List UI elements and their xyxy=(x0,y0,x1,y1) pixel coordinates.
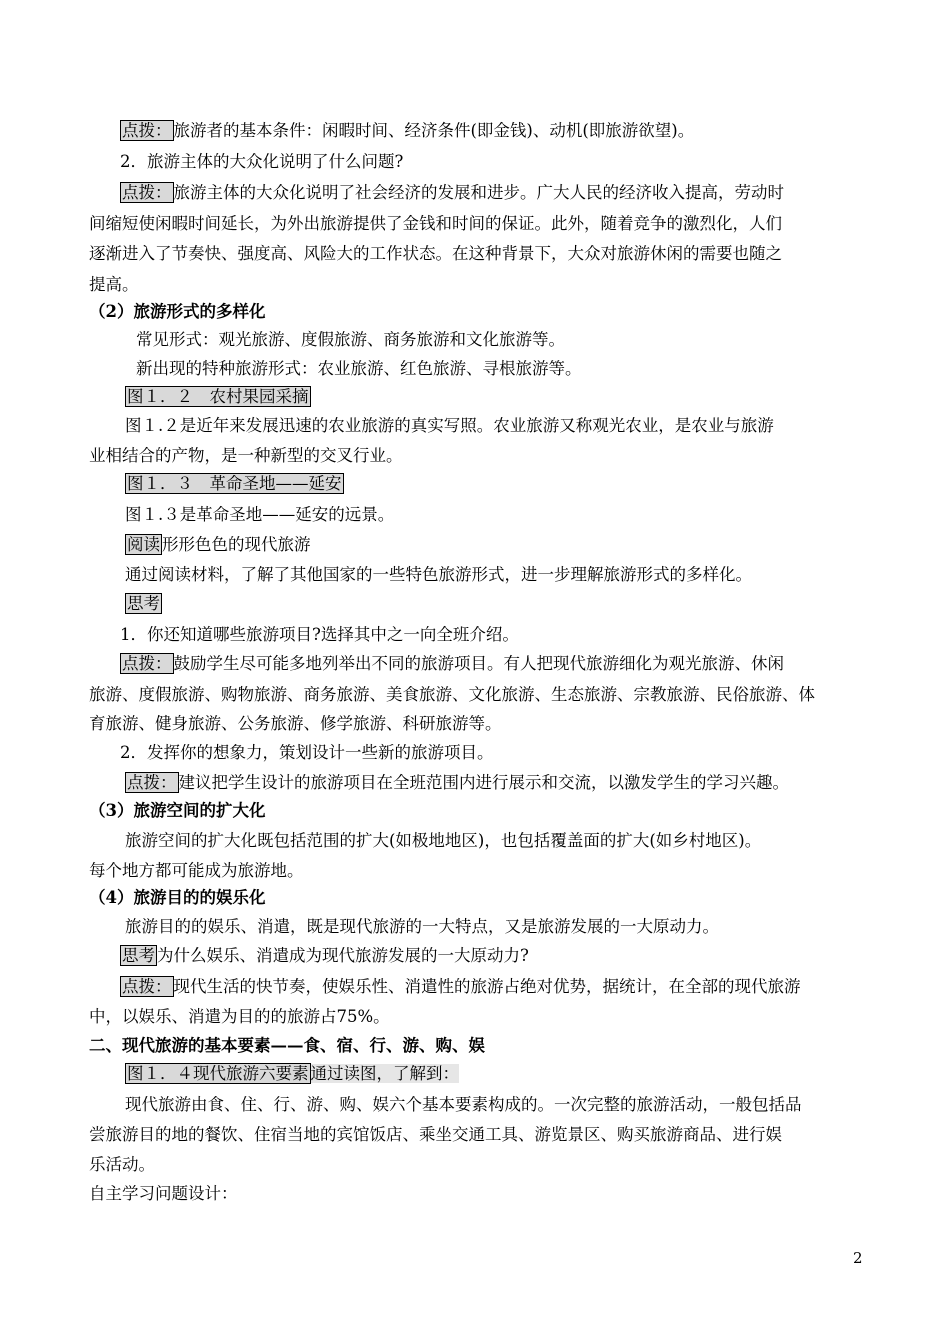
figure-1-4-caption: 图１．４现代旅游六要素 xyxy=(127,1064,309,1083)
new-forms: 新出现的特种旅游形式：农业旅游、红色旅游、寻根旅游等。 xyxy=(136,359,582,378)
think-question-1: 1．你还知道哪些旅游项目?选择其中之一向全班介绍。 xyxy=(120,625,519,644)
hint-tag: 点拨： xyxy=(122,977,172,996)
hint-paragraph-3-line-3: 育旅游、健身旅游、公务旅游、修学旅游、科研旅游等。 xyxy=(89,714,502,733)
section-2-heading: 二、现代旅游的基本要素——食、宿、行、游、购、娱 xyxy=(89,1036,485,1055)
purpose-text: 旅游目的的娱乐、消遣，既是现代旅游的一大特点，又是旅游发展的一大原动力。 xyxy=(125,917,719,936)
think-tag-line xyxy=(125,594,162,614)
think-tag: 思考 xyxy=(122,946,155,965)
hint-paragraph-2-line-2: 间缩短使闲暇时间延长，为外出旅游提供了金钱和时间的保证。此外，随着竞争的激烈化，人们 xyxy=(89,214,782,233)
think-question-2: 2．发挥你的想象力，策划设计一些新的旅游项目。 xyxy=(120,743,494,762)
hint-paragraph-3-line-2: 旅游、度假旅游、购物旅游、商务旅游、美食旅游、文化旅游、生态旅游、宗教旅游、民俗旅游、体 xyxy=(89,685,815,704)
hint-tag: 点拨： xyxy=(127,773,177,792)
figure-1-4-line: 图１．４现代旅游六要素 通过读图，了解到： xyxy=(127,1064,459,1083)
hint-paragraph-1: 点拨： 旅游者的基本条件：闲暇时间、经济条件(即金钱)、动机(即旅游欲望)。 xyxy=(122,121,695,140)
hint-paragraph-3-line-1: 点拨： 鼓励学生尽可能多地列举出不同的旅游项目。有人把现代旅游细化为观光旅游、休闲 xyxy=(122,654,784,673)
figure-1-2-caption: 图１．２ 农村果园采摘 xyxy=(127,387,309,406)
think-tag: 思考 xyxy=(127,594,160,613)
hint-tag: 点拨： xyxy=(122,183,172,202)
common-forms: 常见形式：观光旅游、度假旅游、商务旅游和文化旅游等。 xyxy=(136,330,565,349)
question-2: 2．旅游主体的大众化说明了什么问题? xyxy=(120,152,404,171)
hint-paragraph-2-line-1: 点拨： 旅游主体的大众化说明了社会经济的发展和进步。广大人民的经济收入提高，劳动时 xyxy=(122,183,784,202)
hint-tag: 点拨： xyxy=(122,121,172,140)
self-study-heading: 自主学习问题设计： xyxy=(89,1184,238,1203)
reading-line: 阅读 形形色色的现代旅游 xyxy=(127,535,311,554)
six-elements-line-3: 乐活动。 xyxy=(89,1155,155,1174)
hint-paragraph-2-line-3: 逐渐进入了节奏快、强度高、风险大的工作状态。在这种背景下，大众对旅游休闲的需要也随之 xyxy=(89,244,782,263)
heading-forms-diversity: （2）旅游形式的多样化 xyxy=(89,302,266,321)
figure-1-3-desc: 图１.３是革命圣地——延安的远景。 xyxy=(125,505,395,524)
reading-tag: 阅读 xyxy=(127,535,160,554)
figure-1-3-caption: 图１．３ 革命圣地——延安 xyxy=(127,474,342,493)
hint-paragraph-5-line-1: 点拨： 现代生活的快节奏，使娱乐性、消遣性的旅游占绝对优势，据统计，在全部的现代旅游 xyxy=(122,977,801,996)
space-line-1: 旅游空间的扩大化既包括范围的扩大(如极地地区)，也包括覆盖面的扩大(如乡村地区)。 xyxy=(125,831,762,850)
page-number: 2 xyxy=(853,1249,863,1267)
figure-1-2-desc-line-1: 图１.２是近年来发展迅速的农业旅游的真实写照。农业旅游又称观光农业，是农业与旅游 xyxy=(125,416,774,435)
reading-desc: 通过阅读材料，了解了其他国家的一些特色旅游形式，进一步理解旅游形式的多样化。 xyxy=(125,565,752,584)
hint-paragraph-5-line-2: 中，以娱乐、消遣为目的的旅游占75%。 xyxy=(89,1007,390,1026)
figure-1-2-desc-line-2: 业相结合的产物，是一种新型的交叉行业。 xyxy=(89,446,403,465)
hint-paragraph-4: 点拨： 建议把学生设计的旅游项目在全班范围内进行展示和交流，以激发学生的学习兴趣。 xyxy=(127,773,789,792)
think-2-line: 思考 为什么娱乐、消遣成为现代旅游发展的一大原动力? xyxy=(122,946,529,965)
six-elements-line-2: 尝旅游目的地的餐饮、住宿当地的宾馆饭店、乘坐交通工具、游览景区、购买旅游商品、进行娱 xyxy=(89,1125,782,1144)
hint-tag: 点拨： xyxy=(122,654,172,673)
heading-purpose-entertainment: （4）旅游目的的娱乐化 xyxy=(89,888,266,907)
space-line-2: 每个地方都可能成为旅游地。 xyxy=(89,861,304,880)
hint-paragraph-2-line-4: 提高。 xyxy=(89,275,139,294)
heading-space-expansion: （3）旅游空间的扩大化 xyxy=(89,801,266,820)
six-elements-line-1: 现代旅游由食、住、行、游、购、娱六个基本要素构成的。一次完整的旅游活动，一般包括品 xyxy=(125,1095,802,1114)
